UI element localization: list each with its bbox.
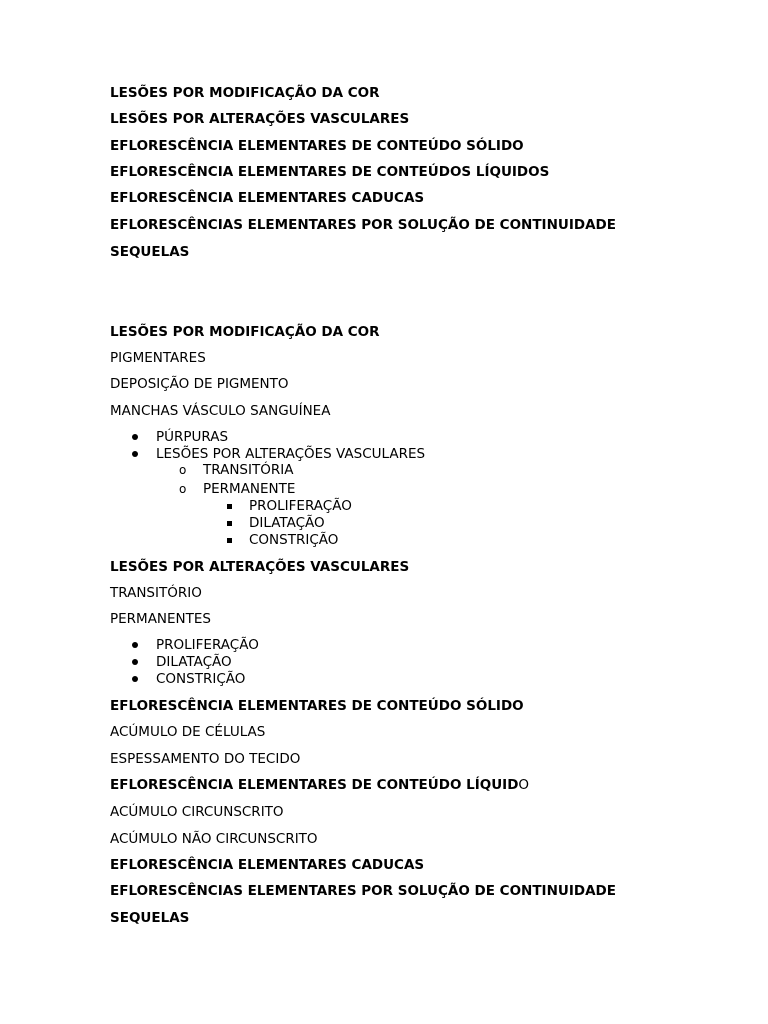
section-heading-liquido: [110, 777, 529, 794]
list-item-label: PERMANENTE: [203, 481, 296, 497]
body-line: TRANSITÓRIO: [110, 585, 202, 601]
bullet-square-icon: [227, 538, 232, 543]
body-line: MANCHAS VÁSCULO SANGUÍNEA: [110, 403, 331, 419]
summary-item: LESÕES POR MODIFICAÇÃO DA COR: [110, 85, 380, 101]
bullet-disc-icon: [132, 659, 138, 665]
bullet-disc-icon: [132, 434, 138, 440]
heading-tail: O: [518, 777, 530, 793]
list-item: [227, 532, 338, 549]
bullet-disc-icon: [132, 642, 138, 648]
list-item-label: CONSTRIÇÃO: [156, 671, 246, 687]
body-line: PERMANENTES: [110, 611, 212, 627]
list-item: [179, 462, 293, 479]
bullet-circle-icon: o: [179, 482, 187, 496]
body-line: ACÚMULO NÃO CIRCUNSCRITO: [110, 831, 318, 847]
list-item: [132, 446, 425, 463]
list-item-label: CONSTRIÇÃO: [249, 532, 339, 548]
summary-item: SEQUELAS: [110, 244, 190, 260]
list-item-label: DILATAÇÃO: [156, 654, 232, 670]
bullet-disc-icon: [132, 676, 138, 682]
summary-item: LESÕES POR ALTERAÇÕES VASCULARES: [110, 111, 410, 127]
body-line: PIGMENTARES: [110, 350, 206, 366]
heading-bold-part: EFLORESCÊNCIA ELEMENTARES DE CONTEÚDO LÍQUID: [110, 777, 519, 793]
list-item-label: PÚRPURAS: [156, 429, 229, 445]
list-item-label: PROLIFERAÇÃO: [156, 637, 259, 653]
list-item-label: DILATAÇÃO: [249, 515, 325, 531]
list-item-label: LESÕES POR ALTERAÇÕES VASCULARES: [156, 446, 426, 462]
list-item: [132, 637, 259, 654]
list-item: [132, 671, 245, 688]
summary-item: EFLORESCÊNCIA ELEMENTARES DE CONTEÚDO SÓLIDO: [110, 138, 524, 154]
list-item-label: TRANSITÓRIA: [203, 462, 294, 478]
section-heading-continuidade: EFLORESCÊNCIAS ELEMENTARES POR SOLUÇÃO DE CONTINUIDADE: [110, 883, 616, 899]
section-heading-caducas: EFLORESCÊNCIA ELEMENTARES CADUCAS: [110, 857, 425, 873]
list-item: [227, 498, 352, 515]
section-heading-cor: LESÕES POR MODIFICAÇÃO DA COR: [110, 324, 380, 340]
body-line: DEPOSIÇÃO DE PIGMENTO: [110, 376, 289, 392]
list-item-label: PROLIFERAÇÃO: [249, 498, 352, 514]
body-line: ACÚMULO DE CÉLULAS: [110, 724, 266, 740]
summary-item: EFLORESCÊNCIA ELEMENTARES CADUCAS: [110, 190, 425, 206]
section-heading-sequelas: SEQUELAS: [110, 910, 190, 926]
list-item: [132, 429, 228, 446]
bullet-circle-icon: o: [179, 463, 187, 477]
list-item: [132, 654, 232, 671]
bullet-disc-icon: [132, 451, 138, 457]
list-item: [227, 515, 325, 532]
body-line: ACÚMULO CIRCUNSCRITO: [110, 804, 284, 820]
body-line: ESPESSAMENTO DO TECIDO: [110, 751, 301, 767]
section-heading-vasculares: LESÕES POR ALTERAÇÕES VASCULARES: [110, 559, 410, 575]
section-heading-solido: EFLORESCÊNCIA ELEMENTARES DE CONTEÚDO SÓLIDO: [110, 698, 524, 714]
bullet-square-icon: [227, 521, 232, 526]
list-item: [179, 481, 295, 498]
bullet-square-icon: [227, 504, 232, 509]
summary-item: EFLORESCÊNCIAS ELEMENTARES POR SOLUÇÃO DE CONTINUIDADE: [110, 217, 616, 233]
summary-item: EFLORESCÊNCIA ELEMENTARES DE CONTEÚDOS LÍQUIDOS: [110, 164, 550, 180]
